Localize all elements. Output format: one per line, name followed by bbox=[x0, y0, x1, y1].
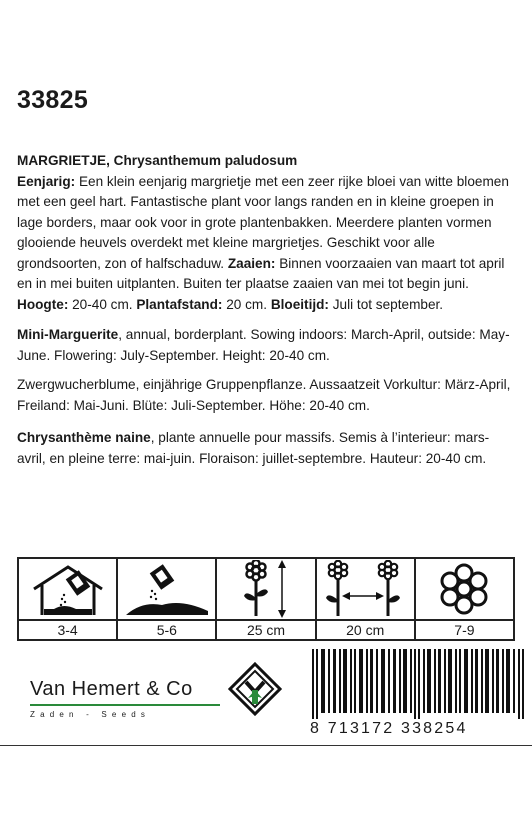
plantafstand-text: 20 cm. bbox=[222, 296, 271, 312]
icon-cell-spacing bbox=[317, 559, 416, 639]
hoogte-label: Hoogte: bbox=[17, 296, 69, 312]
plant-spacing-icon bbox=[317, 559, 414, 621]
article-number: 33825 bbox=[17, 86, 89, 114]
outdoor-sowing-icon bbox=[118, 559, 215, 621]
bottom-divider bbox=[0, 745, 532, 746]
zaaien-label: Zaaien: bbox=[227, 255, 276, 271]
sowing-icon-strip bbox=[17, 557, 515, 641]
zaaien-text: Binnen voorzaaien van maart tot april en in mei buiten uitplanten. Buiten ter plaatse zaaien van mei tot begin juni. bbox=[17, 255, 505, 291]
brand-name: Van Hemert & Co bbox=[30, 678, 193, 700]
bloeitijd-label: Bloeitijd: bbox=[270, 296, 329, 312]
english-text: , annual, borderplant. Sowing indoors: March-April, outside: May-June. Flowering: July-September. Height: 20-40 cm. bbox=[17, 327, 510, 363]
icon-cell-height bbox=[217, 559, 316, 639]
eenjarig-text: Een klein eenjarig margrietje met een zeer rijke bloei van witte bloemen met een geel hart. Fantastische plant voor langs randen en in kleine groepen in lage borders, maar ook voor in grote plantenbakken. Meerdere planten vormen glooiende heuvels overdekt met kleine margrietjes. Geschikt voor alle grondsoorten, zon of halfschaduw. bbox=[17, 173, 509, 271]
brand-underline bbox=[30, 704, 220, 706]
plant-spacing-value: 20 cm bbox=[346, 622, 385, 638]
plantafstand-label: Plantafstand: bbox=[136, 296, 223, 312]
french-text: , plante annuelle pour massifs. Semis à l’interieur: mars-avril, en pleine terre: mai-juin. Floraison: juillet-septembre. Hauteur: 20-40 cm. bbox=[17, 430, 490, 466]
barcode-digits: 8 713172 338254 bbox=[310, 720, 468, 737]
flower-icon bbox=[416, 559, 513, 621]
eenjarig-label: Eenjarig: bbox=[17, 173, 76, 189]
german-text: Zwergwucherblume, einjährige Gruppenpflanze. Aussaatzeit Vorkultur: März-April, Freiland: Mai-Juni. Blüte: Juli-September. Höhe: 20-40 cm. bbox=[17, 377, 511, 413]
french-name: Chrysanthème naine bbox=[17, 430, 151, 445]
indoor-sowing-months: 3-4 bbox=[57, 622, 78, 638]
outdoor-sowing-months: 5-6 bbox=[156, 622, 177, 638]
english-description bbox=[17, 325, 513, 366]
bloeitijd-text: Juli tot september. bbox=[328, 296, 444, 312]
plant-height-icon bbox=[217, 559, 314, 621]
dutch-description bbox=[17, 151, 513, 315]
barcode-icon bbox=[310, 649, 532, 719]
french-description bbox=[17, 428, 513, 469]
flowering-months: 7-9 bbox=[454, 622, 475, 638]
german-description bbox=[17, 375, 513, 416]
brand-tagline: Zaden - Seeds bbox=[30, 710, 151, 719]
dutch-title: MARGRIETJE, Chrysanthemum paludosum bbox=[17, 153, 298, 168]
hoogte-text: 20-40 cm. bbox=[68, 296, 137, 312]
greenhouse-sowing-icon bbox=[19, 559, 116, 621]
brand-logo-icon bbox=[228, 662, 282, 721]
icon-cell-indoor-sowing bbox=[19, 559, 118, 639]
english-name: Mini-Marguerite bbox=[17, 327, 119, 342]
icon-cell-outdoor-sowing bbox=[118, 559, 217, 639]
plant-height-value: 25 cm bbox=[246, 622, 286, 638]
icon-cell-flowering bbox=[416, 559, 513, 639]
